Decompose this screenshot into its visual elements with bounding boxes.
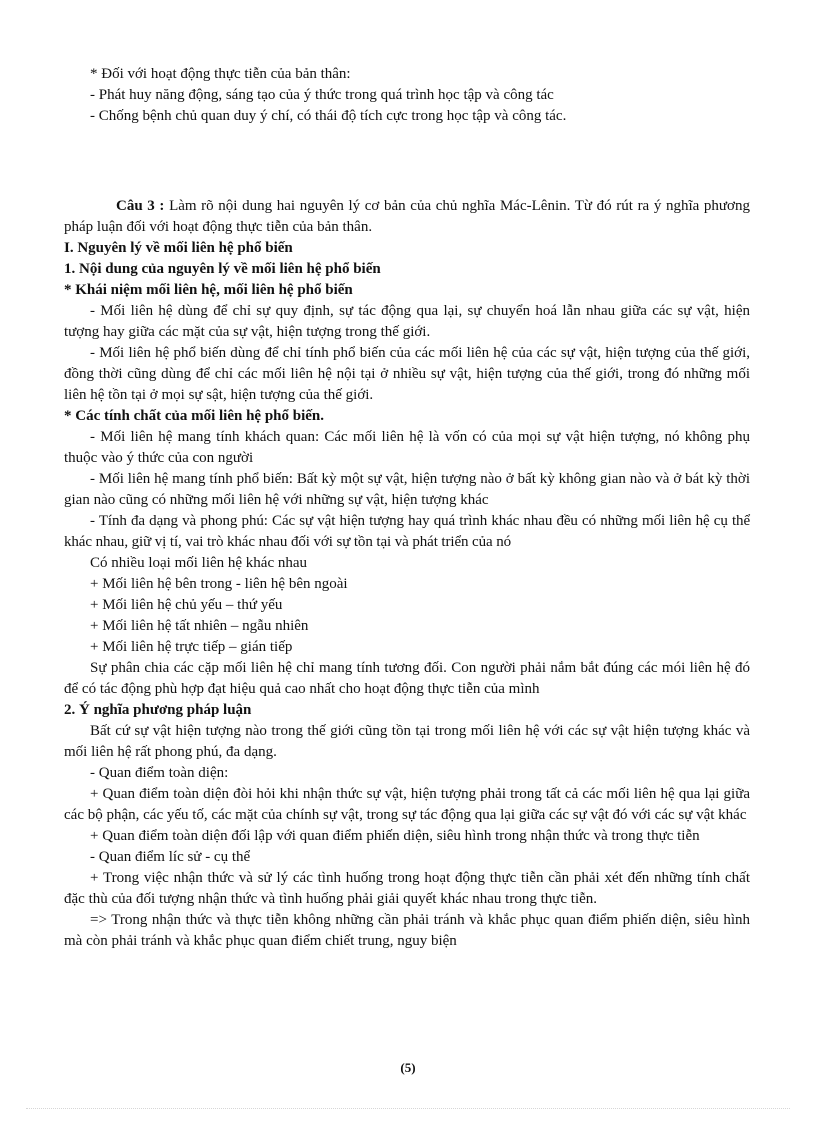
methodology-paragraph-3: + Quan điểm toàn diện đòi hỏi khi nhận thức sự vật, hiện tượng phải trong tất cả các mối liên hệ qua lại giữa các bộ phận, các yếu tố, các mặt của chính sự vật, trong sự tác động qua lại giữa các sự vật đó với các sự vật khác <box>64 786 750 823</box>
relativity-paragraph: Sự phân chia các cặp mối liên hệ chỉ mang tính tương đối. Con người phải nắm bắt đúng các mói liên hệ đó để có tác động phù hợp đạt hiệu quả cao nhất cho hoạt động thực tiễn của mình <box>64 660 750 697</box>
types-intro: Có nhiều loại mối liên hệ khác nhau <box>90 555 308 571</box>
section-1-heading: I. Nguyên lý về mối liên hệ phổ biến <box>64 240 293 256</box>
concept-paragraph-1: - Mối liên hệ dùng để chỉ sự quy định, sự tác động qua lại, sự chuyển hoá lẫn nhau giữa các sự vật, hiện tượng hay giữa các mặt của sự vật, hiện tượng trong thế giới. <box>64 303 750 340</box>
property-paragraph-1: - Mối liên hệ mang tính khách quan: Các mối liên hệ là vốn có của mọi sự vật hiện tượng, nó không phụ thuộc vào ý thức của con người <box>64 429 750 466</box>
list-item: + Mối liên hệ trực tiếp – gián tiếp <box>90 639 293 655</box>
question-text: Làm rõ nội dung hai nguyên lý cơ bản của chủ nghĩa Mác-Lênin. Từ đó rút ra ý nghĩa phương pháp luận đối với hoạt động thực tiễn của bản thân. <box>64 198 750 235</box>
property-paragraph-3: - Tính đa dạng và phong phú: Các sự vật hiện tượng hay quá trình khác nhau đều có những mối liên hệ cụ thể khác nhau, giữ vị tí, vai trò khác nhau đối với sự tồn tại và phát triển của nó <box>64 513 750 550</box>
list-item: + Mối liên hệ tất nhiên – ngẫu nhiên <box>90 618 309 634</box>
question-label: Câu 3 : <box>116 198 165 214</box>
methodology-paragraph-7: => Trong nhận thức và thực tiễn không những cần phải tránh và khắc phục quan điểm phiến diện, siêu hình mà còn phải tránh và khắc phục quan điểm chiết trung, nguy biện <box>64 912 750 949</box>
page-edge-divider <box>26 1108 790 1109</box>
list-item: + Mối liên hệ bên trong - liên hệ bên ngoài <box>90 576 348 592</box>
concept-heading: * Khái niệm mối liên hệ, mối liên hệ phổ biến <box>64 282 353 298</box>
page-number: (5) <box>400 1060 416 1075</box>
main-block <box>64 196 750 952</box>
top-line-1: * Đối với hoạt động thực tiễn của bản thân: <box>90 66 351 82</box>
properties-heading: * Các tính chất của mối liên hệ phổ biến. <box>64 408 325 424</box>
section-2-heading: 2. Ý nghĩa phương pháp luận <box>64 702 252 718</box>
property-paragraph-2: - Mối liên hệ mang tính phổ biến: Bất kỳ một sự vật, hiện tượng nào ở bất kỳ không gian nào và ở bát kỳ thời gian nào cũng có những mối liên hệ với những sự vật, hiện tượng khác <box>64 471 750 508</box>
top-line-3: - Chống bệnh chủ quan duy ý chí, có thái độ tích cực trong học tập và công tác. <box>90 108 567 124</box>
section-1-subheading: 1. Nội dung của nguyên lý về mối liên hệ phổ biến <box>64 261 381 277</box>
concept-paragraph-2: - Mối liên hệ phổ biến dùng để chỉ tính phổ biến của các mối liên hệ của các sự vật, hiện tượng của thế giới, đồng thời cũng dùng để chỉ các mối liên hệ nội tại ở nhiều sự vật, hiện tượng của thế giới, trong đó những mối liên hệ tồn tại ở mọi sự sật, hiện tượng của thế giới. <box>64 345 750 403</box>
methodology-paragraph-2: - Quan điểm toàn diện: <box>90 765 229 781</box>
top-block <box>64 64 750 127</box>
methodology-paragraph-1: Bất cứ sự vật hiện tượng nào trong thế giới cũng tồn tại trong mối liên hệ với các sự vật hiện tượng khác và mối liên hệ rất phong phú, đa dạng. <box>64 723 750 760</box>
methodology-paragraph-6: + Trong việc nhận thức và sử lý các tình huống trong hoạt động thực tiễn cần phải xét đến những tính chất đặc thù của đối tượng nhận thức và tình huống phải giải quyết khác nhau trong thực tiễn. <box>64 870 750 907</box>
top-line-2: - Phát huy năng động, sáng tạo của ý thức trong quá trình học tập và công tác <box>90 87 554 103</box>
question-paragraph <box>64 196 750 238</box>
methodology-paragraph-5: - Quan điểm líc sử - cụ thể <box>90 849 251 865</box>
methodology-paragraph-4: + Quan điểm toàn diện đối lập với quan điểm phiến diện, siêu hình trong nhận thức và trong thực tiễn <box>90 828 700 844</box>
list-item: + Mối liên hệ chủ yếu – thứ yếu <box>90 597 283 613</box>
